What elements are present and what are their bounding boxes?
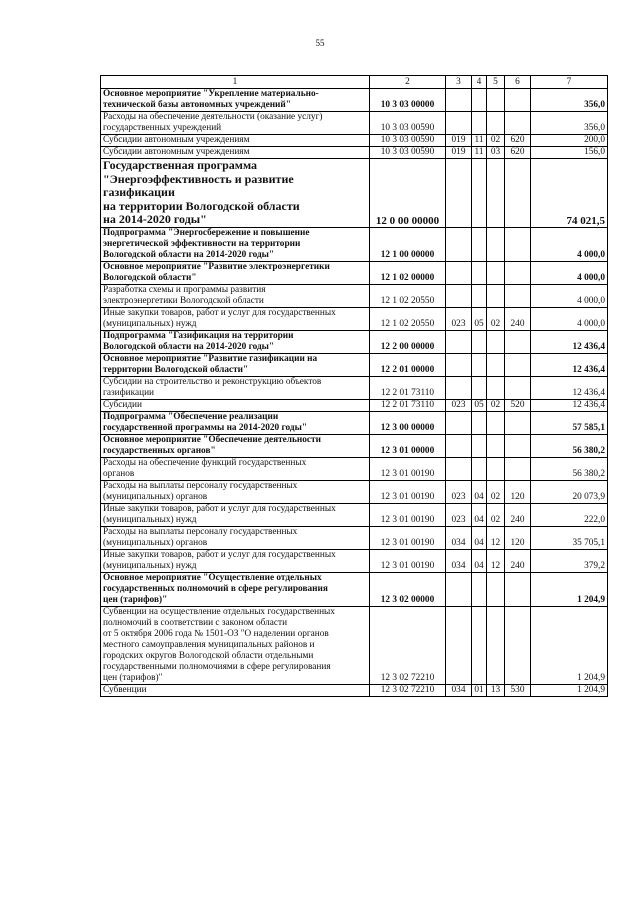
cell-pr bbox=[487, 112, 505, 135]
column-header-sum: 7 bbox=[531, 76, 608, 89]
cell-name: Расходы на обеспечение деятельности (оказание услуг) государственных учреждений bbox=[101, 112, 370, 135]
cell-ved: 034 bbox=[446, 549, 472, 572]
cell-rz bbox=[472, 606, 487, 684]
cell-rz bbox=[472, 330, 487, 353]
cell-ved bbox=[446, 411, 472, 434]
cell-sum: 4 000,0 bbox=[531, 227, 608, 261]
table-row bbox=[101, 457, 608, 480]
cell-pr bbox=[487, 159, 505, 228]
cell-sum: 1 204,9 bbox=[531, 572, 608, 606]
cell-code: 12 1 00 00000 bbox=[370, 227, 446, 261]
cell-vr: 240 bbox=[505, 503, 531, 526]
column-header-pr: 5 bbox=[487, 76, 505, 89]
cell-pr: 02 bbox=[487, 307, 505, 330]
cell-ved bbox=[446, 112, 472, 135]
cell-name: Разработка схемы и программы развития электроэнергетики Вологодской области bbox=[101, 284, 370, 307]
cell-name: Основное мероприятие "Укрепление материально- технической базы автономных учреждений" bbox=[101, 89, 370, 112]
cell-vr: 520 bbox=[505, 399, 531, 411]
table-row bbox=[101, 261, 608, 284]
cell-code: 12 3 00 00000 bbox=[370, 411, 446, 434]
column-header-rz: 4 bbox=[472, 76, 487, 89]
cell-name: Субсидии автономным учреждениям bbox=[101, 135, 370, 147]
table-row bbox=[101, 480, 608, 503]
cell-ved: 023 bbox=[446, 399, 472, 411]
cell-pr bbox=[487, 284, 505, 307]
cell-sum: 379,2 bbox=[531, 549, 608, 572]
cell-sum: 12 436,4 bbox=[531, 376, 608, 399]
cell-vr bbox=[505, 284, 531, 307]
cell-sum: 12 436,4 bbox=[531, 399, 608, 411]
cell-pr bbox=[487, 434, 505, 457]
cell-sum: 4 000,0 bbox=[531, 284, 608, 307]
cell-name: Субсидии на строительство и реконструкцию объектов газификации bbox=[101, 376, 370, 399]
cell-ved: 019 bbox=[446, 147, 472, 159]
cell-sum: 12 436,4 bbox=[531, 330, 608, 353]
cell-name: Подпрограмма "Энергосбережение и повышение энергетической эффективности на территории Вологодской области на 2014-2020 годы" bbox=[101, 227, 370, 261]
cell-sum: 4 000,0 bbox=[531, 307, 608, 330]
cell-code: 12 3 01 00190 bbox=[370, 503, 446, 526]
cell-pr bbox=[487, 353, 505, 376]
cell-sum: 74 021,5 bbox=[531, 159, 608, 228]
page-number: 55 bbox=[315, 38, 325, 48]
cell-vr: 620 bbox=[505, 135, 531, 147]
cell-pr bbox=[487, 572, 505, 606]
cell-rz bbox=[472, 227, 487, 261]
column-header-vr: 6 bbox=[505, 76, 531, 89]
cell-pr bbox=[487, 227, 505, 261]
cell-pr bbox=[487, 606, 505, 684]
cell-code: 12 3 01 00000 bbox=[370, 434, 446, 457]
cell-vr: 120 bbox=[505, 526, 531, 549]
cell-pr bbox=[487, 457, 505, 480]
table-row bbox=[101, 284, 608, 307]
cell-pr: 02 bbox=[487, 135, 505, 147]
cell-code: 12 1 02 20550 bbox=[370, 284, 446, 307]
cell-name: Субвенции bbox=[101, 684, 370, 696]
table-row bbox=[101, 434, 608, 457]
cell-name: Расходы на выплаты персоналу государственных (муниципальных) органов bbox=[101, 526, 370, 549]
cell-code: 12 2 01 73110 bbox=[370, 399, 446, 411]
cell-pr bbox=[487, 376, 505, 399]
cell-code: 12 0 00 00000 bbox=[370, 159, 446, 228]
table-row bbox=[101, 684, 608, 696]
cell-rz: 05 bbox=[472, 399, 487, 411]
cell-code: 12 3 01 00190 bbox=[370, 457, 446, 480]
cell-name: Субсидии автономным учреждениям bbox=[101, 147, 370, 159]
cell-sum: 156,0 bbox=[531, 147, 608, 159]
cell-ved bbox=[446, 353, 472, 376]
cell-pr: 02 bbox=[487, 480, 505, 503]
table-row bbox=[101, 307, 608, 330]
cell-name: Иные закупки товаров, работ и услуг для государственных (муниципальных) нужд bbox=[101, 307, 370, 330]
cell-sum: 35 705,1 bbox=[531, 526, 608, 549]
cell-code: 12 3 02 72210 bbox=[370, 606, 446, 684]
cell-ved: 034 bbox=[446, 526, 472, 549]
cell-name: Государственная программа "Энергоэффективность и развитие газификации на территории Вологодской области на 2014-2020 годы" bbox=[101, 159, 370, 228]
table-row bbox=[101, 549, 608, 572]
cell-ved bbox=[446, 330, 472, 353]
cell-name: Подпрограмма "Газификация на территории Вологодской области на 2014-2020 годы" bbox=[101, 330, 370, 353]
cell-vr: 530 bbox=[505, 684, 531, 696]
cell-ved bbox=[446, 227, 472, 261]
cell-ved bbox=[446, 89, 472, 112]
table-row bbox=[101, 135, 608, 147]
cell-vr bbox=[505, 112, 531, 135]
cell-vr bbox=[505, 457, 531, 480]
cell-pr bbox=[487, 89, 505, 112]
table-row bbox=[101, 159, 608, 228]
cell-sum: 356,0 bbox=[531, 89, 608, 112]
table-row bbox=[101, 526, 608, 549]
cell-rz bbox=[472, 261, 487, 284]
cell-vr bbox=[505, 606, 531, 684]
cell-code: 10 3 03 00590 bbox=[370, 147, 446, 159]
budget-table bbox=[100, 75, 608, 697]
cell-ved bbox=[446, 434, 472, 457]
cell-vr: 620 bbox=[505, 147, 531, 159]
cell-name: Иные закупки товаров, работ и услуг для государственных (муниципальных) нужд bbox=[101, 503, 370, 526]
column-header-code: 2 bbox=[370, 76, 446, 89]
cell-ved: 023 bbox=[446, 503, 472, 526]
cell-name: Подпрограмма "Обеспечение реализации государственной программы на 2014-2020 годы" bbox=[101, 411, 370, 434]
cell-vr: 120 bbox=[505, 480, 531, 503]
table-row bbox=[101, 503, 608, 526]
cell-vr: 240 bbox=[505, 549, 531, 572]
cell-pr: 03 bbox=[487, 147, 505, 159]
table-row bbox=[101, 376, 608, 399]
cell-sum: 20 073,9 bbox=[531, 480, 608, 503]
cell-rz: 01 bbox=[472, 684, 487, 696]
cell-rz bbox=[472, 159, 487, 228]
cell-code: 10 3 03 00590 bbox=[370, 135, 446, 147]
cell-sum: 1 204,9 bbox=[531, 684, 608, 696]
cell-code: 12 3 01 00190 bbox=[370, 549, 446, 572]
cell-name: Основное мероприятие "Обеспечение деятельности государственных органов" bbox=[101, 434, 370, 457]
cell-sum: 56 380,2 bbox=[531, 457, 608, 480]
cell-rz bbox=[472, 376, 487, 399]
cell-vr bbox=[505, 376, 531, 399]
cell-name: Субвенции на осуществление отдельных государственных полномочий в соответствии с законом области от 5 октября 2006 года № 1501-ОЗ "О наделении органов местного самоуправления муниципальных районов и городских округов Вологодской области отдельными государственными полномочиями в сфере регулирования цен (тарифов)" bbox=[101, 606, 370, 684]
cell-rz bbox=[472, 89, 487, 112]
cell-vr bbox=[505, 159, 531, 228]
cell-code: 12 1 02 20550 bbox=[370, 307, 446, 330]
cell-code: 10 3 03 00590 bbox=[370, 112, 446, 135]
cell-vr bbox=[505, 261, 531, 284]
cell-code: 12 3 01 00190 bbox=[370, 480, 446, 503]
table-row bbox=[101, 353, 608, 376]
table-row bbox=[101, 89, 608, 112]
cell-ved: 023 bbox=[446, 307, 472, 330]
cell-pr bbox=[487, 411, 505, 434]
cell-rz: 05 bbox=[472, 307, 487, 330]
cell-rz: 04 bbox=[472, 480, 487, 503]
table-row bbox=[101, 330, 608, 353]
cell-name: Основное мероприятие "Осуществление отдельных государственных полномочий в сфере регулирования цен (тарифов)" bbox=[101, 572, 370, 606]
column-header-name: 1 bbox=[101, 76, 370, 89]
cell-pr: 02 bbox=[487, 399, 505, 411]
cell-sum: 12 436,4 bbox=[531, 353, 608, 376]
cell-name: Иные закупки товаров, работ и услуг для государственных (муниципальных) нужд bbox=[101, 549, 370, 572]
cell-vr bbox=[505, 411, 531, 434]
cell-pr bbox=[487, 261, 505, 284]
cell-pr bbox=[487, 330, 505, 353]
cell-rz: 04 bbox=[472, 526, 487, 549]
cell-ved bbox=[446, 261, 472, 284]
cell-ved: 019 bbox=[446, 135, 472, 147]
cell-sum: 56 380,2 bbox=[531, 434, 608, 457]
cell-rz bbox=[472, 353, 487, 376]
cell-sum: 4 000,0 bbox=[531, 261, 608, 284]
cell-name: Основное мероприятие "Развитие электроэнергетики Вологодской области" bbox=[101, 261, 370, 284]
cell-rz: 11 bbox=[472, 147, 487, 159]
cell-pr: 13 bbox=[487, 684, 505, 696]
cell-rz bbox=[472, 457, 487, 480]
column-header-ved: 3 bbox=[446, 76, 472, 89]
cell-rz: 04 bbox=[472, 549, 487, 572]
cell-ved bbox=[446, 572, 472, 606]
cell-sum: 1 204,9 bbox=[531, 606, 608, 684]
cell-sum: 200,0 bbox=[531, 135, 608, 147]
cell-rz bbox=[472, 434, 487, 457]
cell-vr bbox=[505, 572, 531, 606]
cell-vr bbox=[505, 330, 531, 353]
cell-name: Расходы на выплаты персоналу государственных (муниципальных) органов bbox=[101, 480, 370, 503]
cell-ved bbox=[446, 457, 472, 480]
cell-name: Расходы на обеспечение функций государственных органов bbox=[101, 457, 370, 480]
cell-rz: 11 bbox=[472, 135, 487, 147]
cell-vr bbox=[505, 434, 531, 457]
cell-ved: 023 bbox=[446, 480, 472, 503]
cell-ved bbox=[446, 606, 472, 684]
cell-vr bbox=[505, 89, 531, 112]
cell-sum: 57 585,1 bbox=[531, 411, 608, 434]
cell-rz bbox=[472, 112, 487, 135]
cell-name: Основное мероприятие "Развитие газификации на территории Вологодской области" bbox=[101, 353, 370, 376]
table-row bbox=[101, 606, 608, 684]
table-row bbox=[101, 112, 608, 135]
cell-code: 12 3 02 72210 bbox=[370, 684, 446, 696]
cell-code: 12 2 01 00000 bbox=[370, 353, 446, 376]
cell-sum: 356,0 bbox=[531, 112, 608, 135]
cell-code: 12 3 02 00000 bbox=[370, 572, 446, 606]
cell-vr bbox=[505, 353, 531, 376]
table-row bbox=[101, 227, 608, 261]
table-row bbox=[101, 572, 608, 606]
table-header-row bbox=[101, 76, 608, 89]
cell-rz bbox=[472, 411, 487, 434]
table-row bbox=[101, 147, 608, 159]
cell-rz bbox=[472, 572, 487, 606]
cell-ved bbox=[446, 284, 472, 307]
table-row bbox=[101, 411, 608, 434]
cell-sum: 222,0 bbox=[531, 503, 608, 526]
cell-rz bbox=[472, 284, 487, 307]
cell-code: 10 3 03 00000 bbox=[370, 89, 446, 112]
cell-rz: 04 bbox=[472, 503, 487, 526]
cell-ved: 034 bbox=[446, 684, 472, 696]
cell-name: Субсидии bbox=[101, 399, 370, 411]
cell-vr bbox=[505, 227, 531, 261]
cell-code: 12 3 01 00190 bbox=[370, 526, 446, 549]
cell-pr: 02 bbox=[487, 503, 505, 526]
table-row bbox=[101, 399, 608, 411]
cell-pr: 12 bbox=[487, 549, 505, 572]
cell-code: 12 2 01 73110 bbox=[370, 376, 446, 399]
cell-pr: 12 bbox=[487, 526, 505, 549]
cell-ved bbox=[446, 376, 472, 399]
cell-ved bbox=[446, 159, 472, 228]
cell-code: 12 2 00 00000 bbox=[370, 330, 446, 353]
cell-vr: 240 bbox=[505, 307, 531, 330]
cell-code: 12 1 02 00000 bbox=[370, 261, 446, 284]
